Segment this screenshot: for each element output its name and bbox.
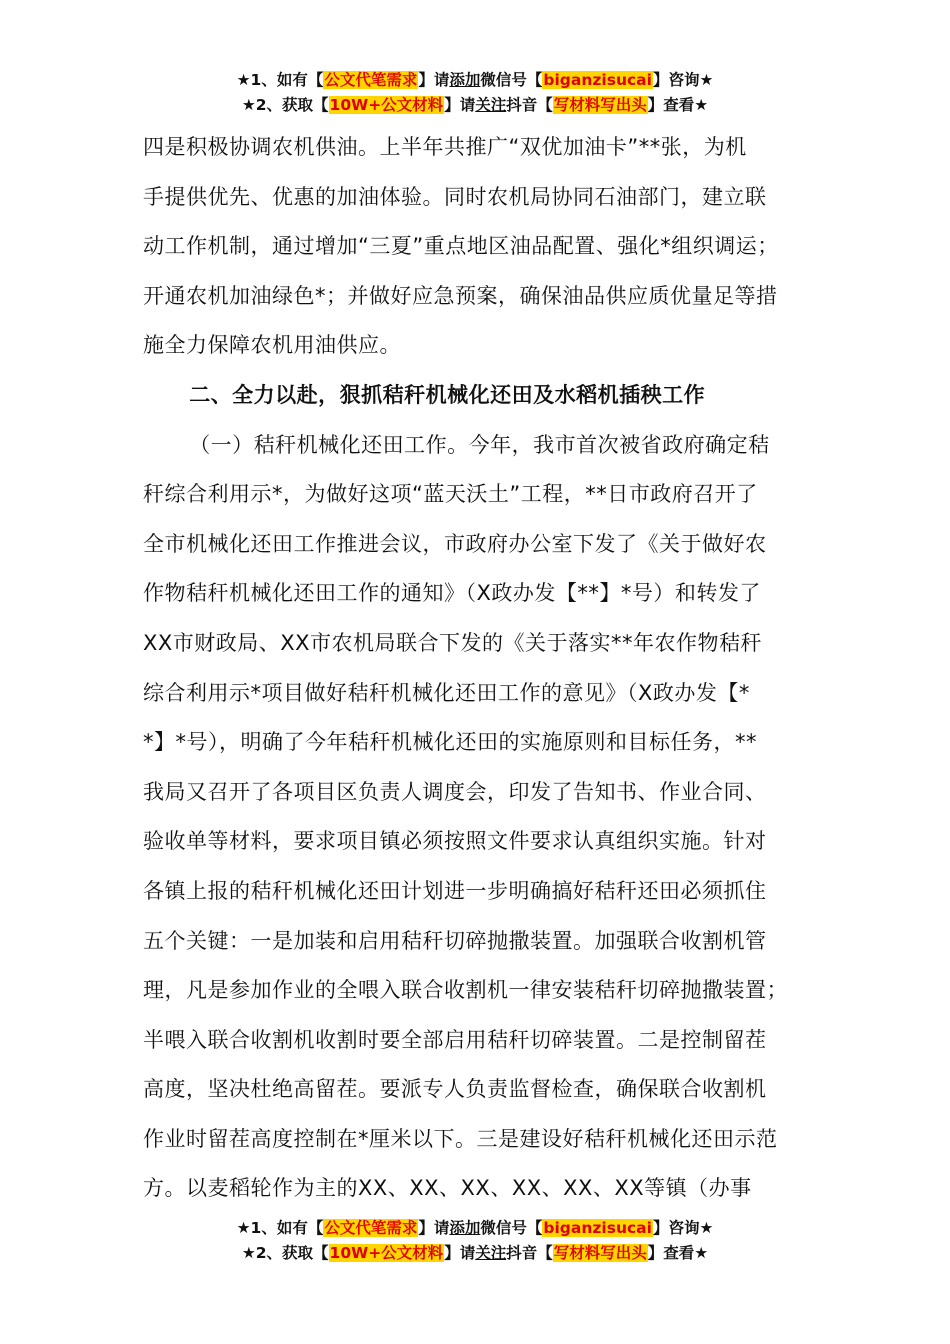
text-line: 五个关键：一是加装和启用秸秆切碎抛撒装置。加强联合收割机管 (143, 928, 767, 953)
highlight-wechat-id: biganzisucai (543, 71, 652, 89)
text-line: 我局又召开了各项目区负责人调度会，印发了告知书、作业合同、 (143, 779, 767, 804)
text-line: 验收单等材料，要求项目镇必须按照文件要求认真组织实施。针对 (143, 829, 767, 854)
text-line: 方。以麦稻轮作为主的XX、XX、XX、XX、XX、XX等镇（办事 (143, 1176, 752, 1201)
text-line: 各镇上报的秸秆机械化还田计划进一步明确搞好秸秆还田必须抓住 (143, 878, 767, 903)
highlight-service: 公文代笔需求 (324, 71, 418, 89)
highlight-materials: 10W+公文材料 (329, 1244, 444, 1262)
banner-line-1: ★1、如有【公文代笔需求】请添加微信号【biganzisucai】咨询★ (236, 1219, 714, 1237)
banner-line-2: ★2、获取【10W+公文材料】请关注抖音【写材料写出头】查看★ (241, 96, 709, 114)
banner-line-2: ★2、获取【10W+公文材料】请关注抖音【写材料写出头】查看★ (241, 1244, 709, 1262)
text-line: 四是积极协调农机供油。上半年共推广“双优加油卡”**张，为机 (143, 135, 747, 159)
header-banner (0, 68, 950, 118)
text-line: 作物秸秆机械化还田工作的通知》（X政办发【**】*号）和转发了 (143, 581, 761, 606)
document-body (143, 123, 833, 1214)
section-heading: 二、全力以赴，狠抓秸秆机械化还田及水稻机插秧工作 (189, 382, 706, 407)
star-icon: ★ (236, 71, 251, 89)
highlight-douyin: 写材料写出头 (553, 96, 647, 114)
text-line: 高度，坚决杜绝高留茬。要派专人负责监督检查，确保联合收割机 (143, 1077, 767, 1102)
star-icon: ★ (241, 1244, 256, 1262)
star-icon: ★ (236, 1219, 251, 1237)
text-line: 施全力保障农机用油供应。 (143, 333, 401, 358)
text-line: 理，凡是参加作业的全喂入联合收割机一律安装秸秆切碎抛撒装置； (143, 978, 788, 1003)
text-line: 开通农机加油绿色*；并做好应急预案，确保油品供应质优量足等措 (143, 283, 778, 308)
text-line: 动工作机制，通过增加“三夏”重点地区油品配置、强化*组织调运； (143, 234, 779, 259)
text-line: XX市财政局、XX市农机局联合下发的《关于落实**年农作物秸秆 (143, 630, 763, 655)
highlight-douyin: 写材料写出头 (553, 1244, 647, 1262)
banner-line-1: ★1、如有【公文代笔需求】请添加微信号【biganzisucai】咨询★ (236, 71, 714, 89)
highlight-service: 公文代笔需求 (324, 1219, 418, 1237)
highlight-materials: 10W+公文材料 (329, 96, 444, 114)
text-line: 作业时留茬高度控制在*厘米以下。三是建设好秸秆机械化还田示范 (143, 1126, 778, 1151)
star-icon: ★ (241, 96, 256, 114)
footer-banner (0, 1216, 950, 1266)
text-line: 秆综合利用示*，为做好这项“蓝天沃土”工程，**日市政府召开了 (143, 482, 758, 507)
text-line: （一）秸秆机械化还田工作。今年，我市首次被省政府确定秸 (189, 432, 770, 457)
text-line: *】*号），明确了今年秸秆机械化还田的实施原则和目标任务，** (143, 730, 757, 755)
text-line: 半喂入联合收割机收割时要全部启用秸秆切碎装置。二是控制留茬 (143, 1027, 767, 1052)
text-line: 手提供优先、优惠的加油体验。同时农机局协同石油部门，建立联 (143, 184, 767, 209)
text-line: 综合利用示*项目做好秸秆机械化还田工作的意见》（X政办发【* (143, 680, 750, 705)
text-line: 全市机械化还田工作推进会议，市政府办公室下发了《关于做好农 (143, 531, 767, 556)
highlight-wechat-id: biganzisucai (543, 1219, 652, 1237)
